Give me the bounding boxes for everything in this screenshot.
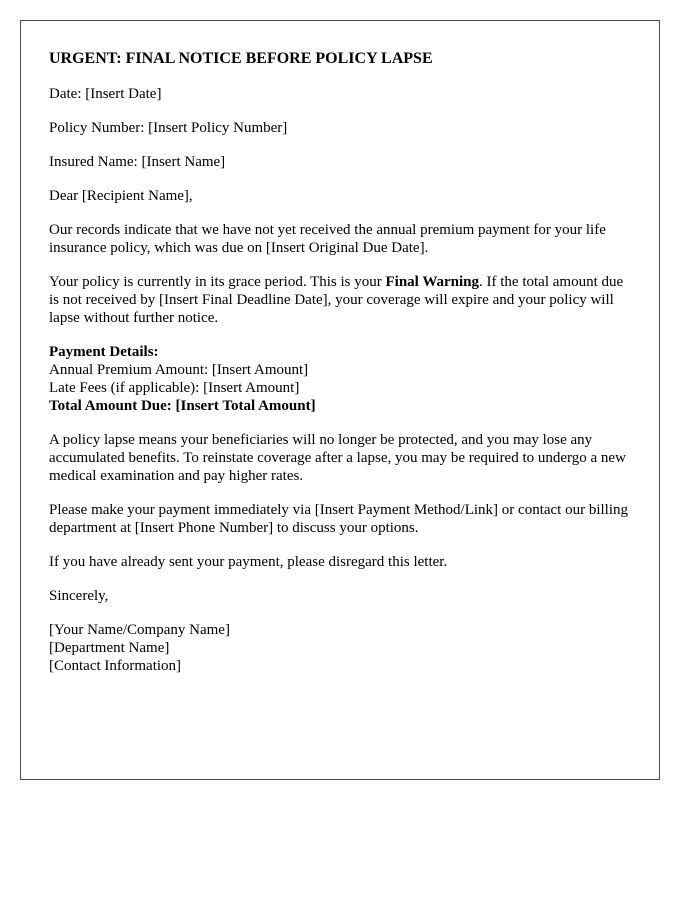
- signature-department: [Department Name]: [49, 640, 170, 656]
- paragraph-overdue-notice: Our records indicate that we have not yet received the annual premium payment for your life insurance policy, which was due on [Insert Original Due Date].: [49, 222, 606, 256]
- late-fees-line: Late Fees (if applicable): [Insert Amount]: [49, 380, 300, 396]
- letter-title: URGENT: FINAL NOTICE BEFORE POLICY LAPSE: [49, 50, 433, 67]
- paragraph-lapse-consequences: A policy lapse means your beneficiaries will no longer be protected, and you may lose any accumulated benefits. To reinstate coverage after a lapse, you may be required to undergo a new medical examination and pay higher rates.: [49, 432, 626, 484]
- final-warning-emphasis: Final Warning: [385, 274, 480, 290]
- policy-number-line: Policy Number: [Insert Policy Number]: [49, 120, 288, 136]
- signature-block: [49, 621, 631, 675]
- signature-contact: [Contact Information]: [49, 658, 182, 674]
- grace-period-text-after: . If the total amount due is not received by [Insert Final Deadline Date], your coverage will expire and your policy will lapse without further notice.: [49, 274, 624, 326]
- signature-name-company: [Your Name/Company Name]: [49, 622, 230, 638]
- paragraph-disregard: If you have already sent your payment, please disregard this letter.: [49, 554, 448, 570]
- closing: Sincerely,: [49, 588, 109, 604]
- insured-name-line: Insured Name: [Insert Name]: [49, 154, 226, 170]
- paragraph-payment-instructions: Please make your payment immediately via [Insert Payment Method/Link] or contact our billing department at [Insert Phone Number] to discuss your options.: [49, 502, 629, 536]
- total-amount-due-line: Total Amount Due: [Insert Total Amount]: [49, 398, 316, 414]
- letter-page: [20, 20, 660, 780]
- grace-period-text-before: Your policy is currently in its grace period. This is your: [49, 274, 386, 290]
- date-line: Date: [Insert Date]: [49, 86, 162, 102]
- payment-details-heading: Payment Details:: [49, 344, 159, 360]
- annual-premium-line: Annual Premium Amount: [Insert Amount]: [49, 362, 309, 378]
- paragraph-grace-period: [49, 273, 631, 327]
- payment-details-block: [49, 343, 631, 415]
- salutation: Dear [Recipient Name],: [49, 188, 193, 204]
